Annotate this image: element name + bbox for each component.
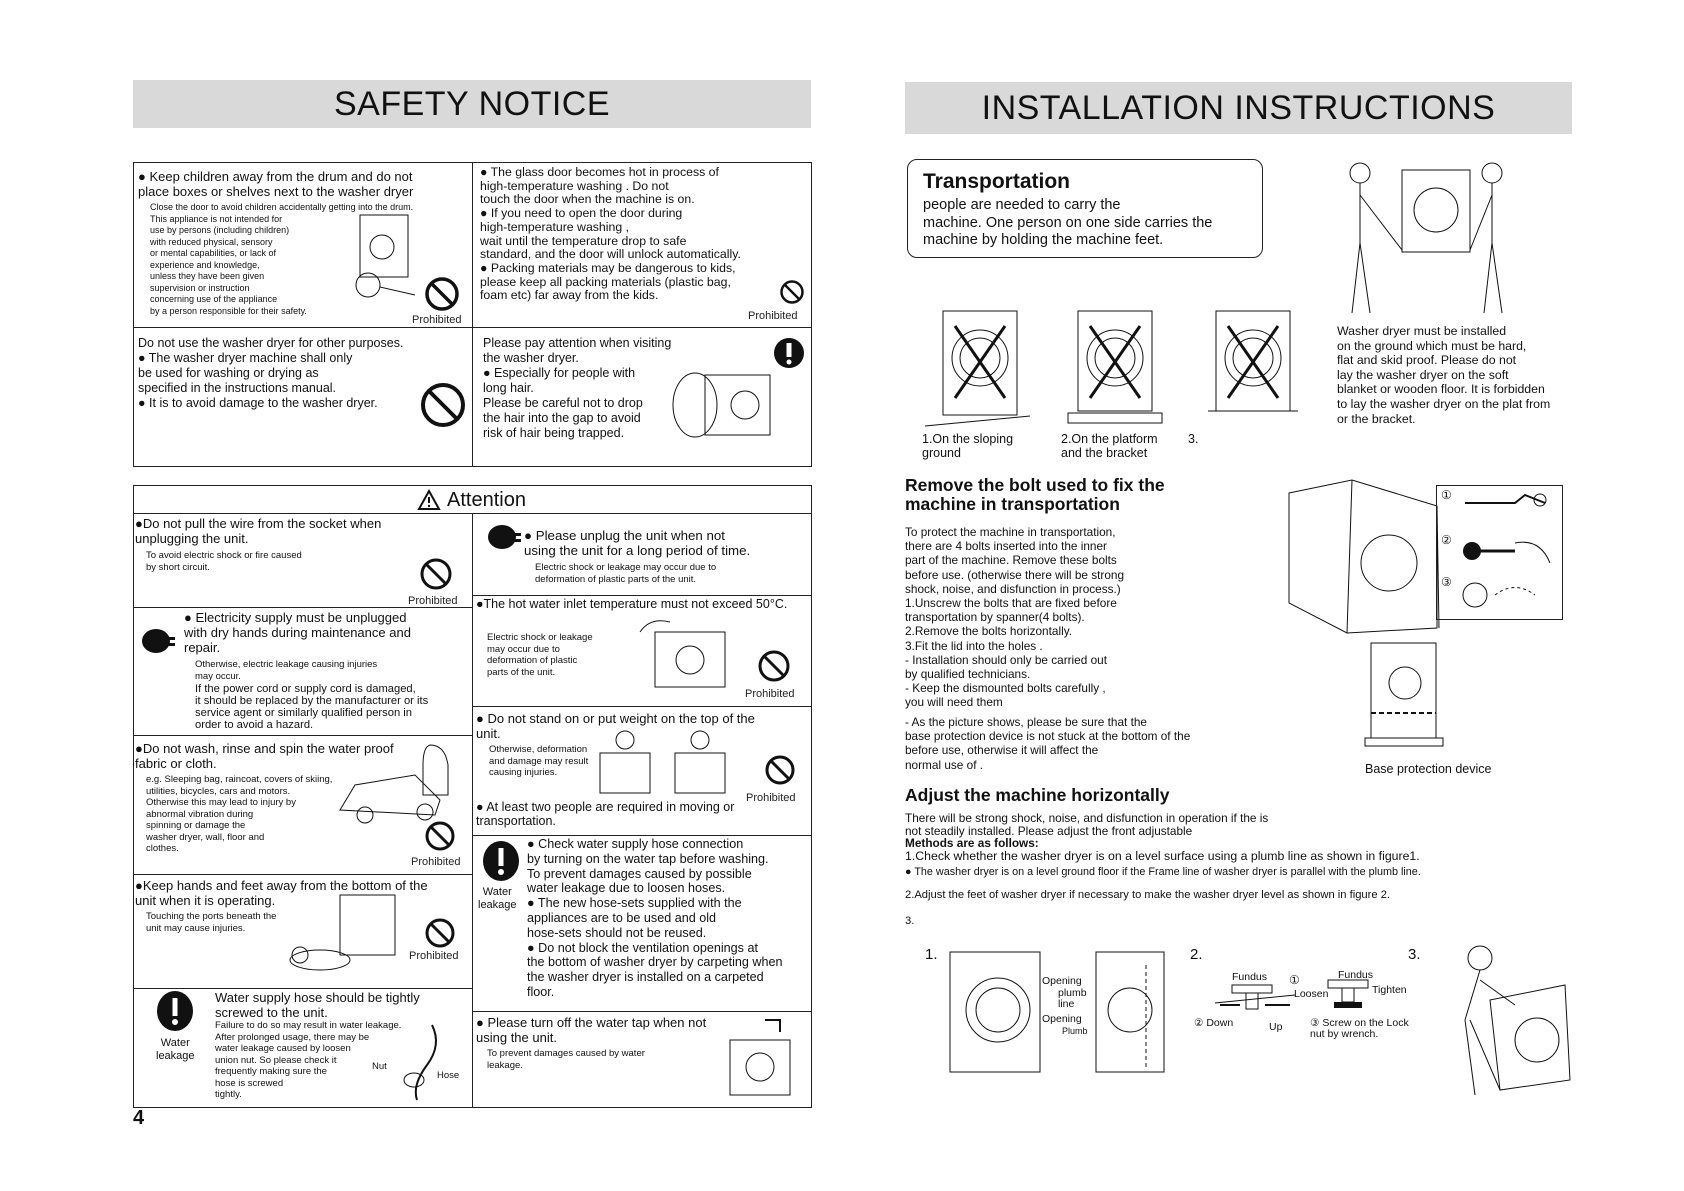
- safety-notice-header: SAFETY NOTICE: [133, 80, 811, 128]
- foot-adjust-illustration: [1210, 985, 1300, 1020]
- tap-illustration: [720, 1015, 805, 1100]
- other-purposes-warning: Do not use the washer dryer for other purposes. ● The washer dryer machine shall only be used for washing or drying as specified in the instructions manual. ● It is to avoid damage to the washer dryer.: [138, 336, 404, 410]
- prohibited-label: Prohibited: [412, 314, 462, 326]
- exclamation-icon: [773, 337, 805, 369]
- prohibited-icon: [420, 558, 452, 590]
- prohibited-label: Prohibited: [408, 595, 458, 607]
- figure-1-label: 1.: [925, 946, 938, 963]
- opening-label-1: Opening: [1042, 975, 1082, 987]
- two-people-carry-illustration: [1340, 155, 1530, 320]
- hair-illustration: [665, 360, 775, 450]
- dry-hands-detail: Otherwise, electric leakage causing injuries may occur.: [195, 659, 378, 682]
- unplug-long-period-warning: ● Please unplug the unit when not using the unit for a long period of time.: [524, 528, 751, 558]
- no-weight-warning: ● Do not stand on or put weight on the top of the unit.: [476, 711, 755, 741]
- attention-title: Attention: [447, 489, 526, 511]
- adjust-line-2: not steadily installed. Please adjust the front adjustable: [905, 824, 1193, 838]
- prohibited-label: Prohibited: [748, 310, 798, 322]
- adjust-methods: Methods are as follows:: [905, 836, 1039, 850]
- adjust-line-5: ● The washer dryer is on a level ground floor if the Frame line of washer dryer is parallel with the plumb line.: [905, 866, 1421, 878]
- prohibited-label: Prohibited: [745, 688, 795, 700]
- lock-nut-illustration: [1320, 980, 1380, 1015]
- transportation-title: Transportation: [923, 170, 1071, 193]
- hot-door-warning: ● The glass door becomes hot in process of high-temperature washing . Do not touch the door when the machine is on. ● If you need to open the door during high-temperature washing , wait until the temperature drop to safe standard, and the door will unlock automatically. ● Packing materials may be dangerous to kids, please keep all packing materials (plastic bag, foam etc) far away from the kids.: [480, 165, 741, 303]
- hose-label: Hose: [437, 1070, 460, 1081]
- installation-header: INSTALLATION INSTRUCTIONS: [905, 82, 1572, 134]
- two-people-note: ● At least two people are required in moving or transportation.: [476, 800, 735, 828]
- transportation-text: people are needed to carry the machine. One person on one side carries the machine by holding the machine feet.: [923, 197, 1213, 248]
- warning-triangle-icon: [418, 490, 440, 510]
- car-illustration: [330, 740, 460, 830]
- spanner-icon: [1460, 488, 1555, 518]
- fundus-label-1: Fundus: [1232, 971, 1268, 983]
- step-3-number: ③: [1441, 575, 1452, 589]
- adjust-line-6: 2.Adjust the feet of washer dryer if necessary to make the washer dryer level as shown in figure 2.: [905, 889, 1391, 901]
- water-tap-detail: To prevent damages caused by water leakage.: [487, 1048, 645, 1071]
- unplug-wire-warning: ●Do not pull the wire from the socket when unplugging the unit.: [135, 516, 382, 546]
- hands-feet-warning: ●Keep hands and feet away from the bottom of the unit when it is operating.: [135, 878, 428, 908]
- washer-back-illustration: [1287, 478, 1442, 633]
- page-number: 4: [133, 1107, 145, 1129]
- screw-lock-nut-label: ③ Screw on the Lock nut by wrench.: [1310, 1017, 1409, 1040]
- prohibited-icon: [425, 821, 455, 851]
- tighten-label: Tighten: [1372, 984, 1407, 996]
- bracket-illustration: [1208, 308, 1308, 423]
- remove-bolt-title: Remove the bolt used to fix the machine in transportation: [905, 475, 1165, 514]
- up-label: Up: [1269, 1021, 1283, 1033]
- plumb-line-label: plumb line: [1058, 987, 1087, 1010]
- loosen-circle-number: ①: [1289, 973, 1300, 987]
- dry-hands-warning: ● Electricity supply must be unplugged with dry hands during maintenance and repair.: [184, 610, 411, 655]
- prohibited-icon: [758, 650, 790, 682]
- step-1-number: ①: [1441, 488, 1452, 502]
- water-tap-warning: ● Please turn off the water tap when not using the unit.: [476, 1015, 707, 1045]
- long-hair-warning: Please pay attention when visiting the washer dryer. ● Especially for people with long hair. Please be careful not to drop the hair into the gap to avoid risk of hair being trapped.: [483, 336, 672, 440]
- prohibited-label: Prohibited: [746, 792, 796, 804]
- plumb-label: Plumb: [1062, 1026, 1088, 1036]
- hot-water-warning: ●The hot water inlet temperature must not exceed 50°C.: [476, 597, 788, 611]
- platform-illustration: [1068, 308, 1178, 428]
- prohibited-icon: [765, 755, 795, 785]
- lid-fit-icon: [1460, 577, 1555, 612]
- fundus-label-2: Fundus: [1338, 969, 1374, 981]
- base-protection-illustration: [1363, 638, 1445, 753]
- person-adjusting-illustration: [1445, 940, 1575, 1100]
- hot-water-detail: Electric shock or leakage may occur due to deformation of plastic parts of the unit.: [487, 632, 593, 678]
- adjust-line-7: 3.: [905, 915, 915, 927]
- unplug-long-period-detail: Electric shock or leakage may occur due to deformation of plastic parts of the unit.: [535, 562, 717, 585]
- prohibited-icon: [425, 277, 459, 311]
- floor-requirement-text: Washer dryer must be installed on the ground which must be hard, flat and skid proof. Please do not lay the washer dryer on the soft blanket or wooden floor. It is forbidden to lay the washer dryer on the plat from or the bracket.: [1337, 324, 1551, 426]
- sloping-ground-illustration: [925, 308, 1030, 428]
- waterproof-fabric-detail: e.g. Sleeping bag, raincoat, covers of skiing, utilities, bicycles, cars and motors. Otherwise this may lead to injury by abnormal vibration during spinning or damage the washer dryer, wall, floor and clothes.: [146, 774, 333, 854]
- no-touch-icon: [425, 918, 455, 948]
- child-warning-detail: Close the door to avoid children accidentally getting into the drum. This appliance is not intended for use by persons (including children) with reduced physical, sensory or mental capabilities, or lack of experience and knowledge, unless they have been given supervision or instruction concerning use of the appliance by a person responsible for their safety.: [150, 202, 414, 316]
- loosen-label: Loosen: [1294, 988, 1329, 1000]
- bolt-remove-icon: [1460, 535, 1555, 570]
- crawling-child-illustration: [280, 890, 410, 975]
- no-touch-icon: [780, 280, 804, 304]
- unplug-wire-detail: To avoid electric shock or fire caused by short circuit.: [146, 550, 302, 573]
- hose-tight-detail: Failure to do so may result in water leakage. After prolonged usage, there may be water leakage caused by loosen union nut. So please check it frequently making sure the hose is screwed tightly.: [215, 1020, 402, 1100]
- hose-illustration: [392, 1020, 452, 1100]
- hose-tight-warning: Water supply hose should be tightly screwed to the unit.: [215, 990, 420, 1020]
- caption-3: 3.: [1188, 432, 1199, 446]
- opening-label-2: Opening: [1042, 1013, 1082, 1025]
- power-cord-note: If the power cord or supply cord is damaged, it should be replaced by the manufacturer or its service agent or similarly qualified person in order to avoid a hazard.: [195, 683, 429, 731]
- caption-sloping: 1.On the sloping ground: [922, 432, 1014, 460]
- hands-feet-detail: Touching the ports beneath the unit may cause injuries.: [146, 911, 277, 934]
- caption-platform: 2.On the platform and the bracket: [1061, 432, 1158, 460]
- plug-icon: [141, 627, 175, 655]
- no-weight-detail: Otherwise, deformation and damage may result causing injuries.: [489, 744, 589, 778]
- child-warning: ● Keep children away from the drum and do not place boxes or shelves next to the washer dryer: [138, 169, 414, 199]
- base-protection-text: - As the picture shows, please be sure that the base protection device is not stuck at the bottom of the before use, otherwise it will affect the normal use of .: [905, 715, 1191, 772]
- waterproof-fabric-warning: ●Do not wash, rinse and spin the water proof fabric or cloth.: [135, 741, 394, 771]
- exclamation-icon: [482, 840, 520, 882]
- child-illustration: [340, 205, 420, 305]
- hose-connection-warning: ● Check water supply hose connection by turning on the water tap before washing. To prevent damages caused by possible water leakage due to loosen hoses. ● The new hose-sets supplied with the appliances are to be used and old hose-sets should not be reused. ● Do not block the ventilation openings at the bottom of washer dryer by carpeting when the washer dryer is installed on a carpeted floor.: [527, 837, 783, 999]
- base-protection-label: Base protection device: [1365, 762, 1492, 776]
- prohibited-label: Prohibited: [409, 950, 459, 962]
- adjust-title: Adjust the machine horizontally: [905, 785, 1170, 805]
- plug-icon: [487, 523, 521, 551]
- water-leakage-label: Water leakage: [478, 886, 517, 911]
- prohibited-icon: [420, 382, 466, 428]
- figure-2-label: 2.: [1190, 946, 1203, 963]
- water-leakage-label: Water leakage: [156, 1037, 195, 1062]
- step-2-number: ②: [1441, 533, 1452, 547]
- remove-bolt-text: To protect the machine in transportation, there are 4 bolts inserted into the inner part of the machine. Remove these bolts before use. (otherwise there will be strong shock, noise, and disfunction in process.) 1.Unscrew the bolts that are fixed before transportation by spanner(4 bolts). 2.Remove the bolts horizontally. 3.Fit the lid into the holes . - Installation should only be carried out by qualified technicians. - Keep the dismounted bolts carefully , you will need them: [905, 525, 1125, 710]
- adjust-line-4: 1.Check whether the washer dryer is on a level surface using a plumb line as shown in figure1.: [905, 849, 1420, 863]
- stand-on-illustration: [595, 728, 740, 798]
- exclamation-icon: [156, 990, 194, 1032]
- nut-label: Nut: [372, 1061, 387, 1072]
- washer-illustration: [630, 612, 740, 692]
- prohibited-label: Prohibited: [411, 856, 461, 868]
- adjust-line-1: There will be strong shock, noise, and disfunction in operation if the is: [905, 811, 1269, 825]
- down-label: ② Down: [1194, 1017, 1234, 1029]
- figure-3-label: 3.: [1408, 946, 1421, 963]
